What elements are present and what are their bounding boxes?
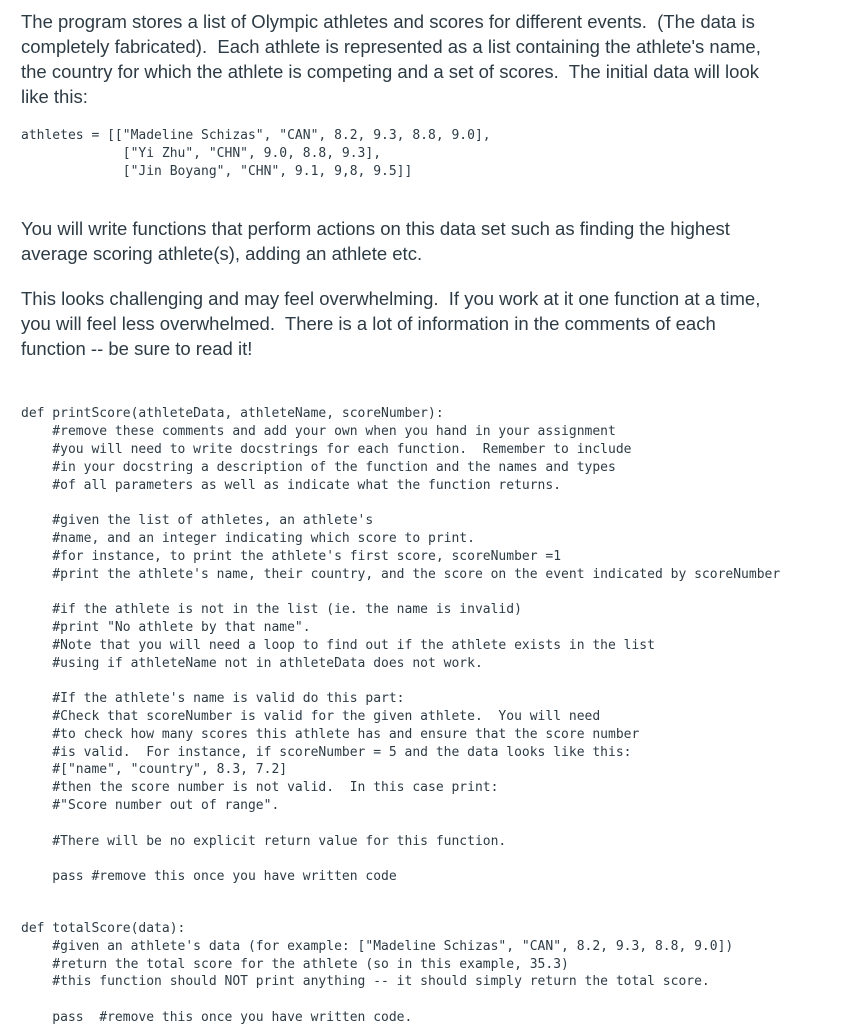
- intro-paragraph: The program stores a list of Olympic athletes and scores for different events. (The data is completely fabricated). Each athlete is represented as a list containing the athlete's name, the country for which the athlete is competing and a set of scores. The initial data will look like this:: [21, 11, 761, 107]
- printscore-function-code: def printScore(athleteData, athleteName, scoreNumber): #remove these comments and add your own when you hand in your assignment #you will need to write docstrings for each function. Remember to include #in your docstring a description of the function and the names and types #of all parameters as well as indicate what the function returns. #given the list of athletes, an athlete's #name, and an integer indicating which score to print. #for instance, to print the athlete's first score, scoreNumber =1 #print the athlete's name, their country, and the score on the event indicated by scoreNumber #if the athlete is not in the list (ie. the name is invalid) #print "No athlete by that name". #Note that you will need a loop to find out if the athlete exists in the list #using if athleteName not in athleteData does not work. #If the athlete's name is valid do this part: #Check that scoreNumber is valid for the given athlete. You will need #to check how many scores this athlete has and ensure that the score number #is valid. For instance, if scoreNumber = 5 and the data looks like this: #["name", "country", 8.3, 7.2] #then the score number is not valid. In this case print: #"Score number out of range". #There will be no explicit return value for this function. pass #remove this once you have written code: [21, 406, 781, 885]
- task-paragraph: You will write functions that perform actions on this data set such as finding the highest average scoring athlete(s), adding an athlete etc.: [21, 218, 730, 265]
- athletes-data-code: athletes = [["Madeline Schizas", "CAN", 8.2, 9.3, 8.8, 9.0], ["Yi Zhu", "CHN", 9.0, 8.8, 9.3], ["Jin Boyang", "CHN", 9.1, 9,8, 9.5]]: [21, 128, 491, 179]
- totalscore-function-code: def totalScore(data): #given an athlete's data (for example: ["Madeline Schizas", "CAN", 8.2, 9.3, 8.8, 9.0]) #return the total score for the athlete (so in this example, 35.3) #this function should NOT print anything -- it should simply return the total score. pass #remove this once you have written code.: [21, 920, 734, 1025]
- advice-paragraph: This looks challenging and may feel overwhelming. If you work at it one function at a time, you will feel less overwhelmed. There is a lot of information in the comments of each function -- be sure to read it!: [21, 288, 761, 360]
- assignment-document: [21, 9, 851, 1027]
